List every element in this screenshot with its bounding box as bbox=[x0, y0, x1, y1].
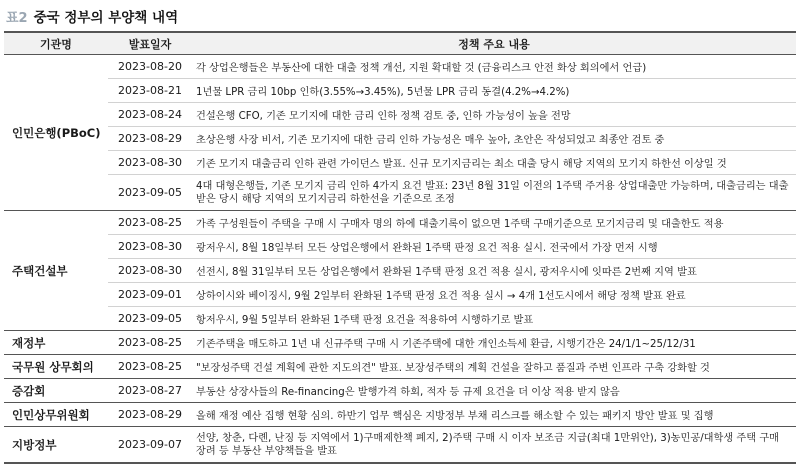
content-cell: 4대 대형은행들, 기존 모기지 금리 인하 4가지 요건 발표: 23년 8월 31일 이전의 1주택 주거용 상업대출만 가능하며, 대출금리는 대출 받은 당시 해당 지역의 모기지금리 하한선을 기준으로 조정 bbox=[192, 175, 796, 211]
header-row bbox=[4, 32, 796, 55]
header-content: 정책 주요 내용 bbox=[192, 32, 796, 55]
agency-cell: 인민은행(PBoC) bbox=[4, 55, 108, 211]
agency-cell: 재정부 bbox=[4, 331, 108, 355]
table-row bbox=[4, 175, 796, 211]
table-row bbox=[4, 151, 796, 175]
policy-table bbox=[4, 31, 796, 464]
agency-cell: 증감회 bbox=[4, 379, 108, 403]
date-cell: 2023-08-25 bbox=[108, 331, 192, 355]
content-cell: 건설은행 CFO, 기존 모기지에 대한 금리 인하 정책 검토 중, 인하 가능성이 높을 전망 bbox=[192, 103, 796, 127]
table-row bbox=[4, 259, 796, 283]
date-cell: 2023-09-07 bbox=[108, 427, 192, 464]
header-agency: 기관명 bbox=[4, 32, 108, 55]
table-row bbox=[4, 55, 796, 79]
date-cell: 2023-09-05 bbox=[108, 307, 192, 331]
table-row bbox=[4, 331, 796, 355]
date-cell: 2023-08-27 bbox=[108, 379, 192, 403]
table-row bbox=[4, 283, 796, 307]
agency-cell: 국무원 상무회의 bbox=[4, 355, 108, 379]
date-cell: 2023-08-21 bbox=[108, 79, 192, 103]
date-cell: 2023-09-05 bbox=[108, 175, 192, 211]
table-row bbox=[4, 79, 796, 103]
content-cell: 선양, 창춘, 다롄, 난징 등 지역에서 1)구매제한책 폐지, 2)주택 구매 시 이자 보조금 지급(최대 1만위안), 3)농민공/대학생 주택 구매 장려 등 부동산 부양책들을 발표 bbox=[192, 427, 796, 464]
content-cell: 광저우시, 8월 18일부터 모든 상업은행에서 완화된 1주택 판정 요건 적용 실시. 전국에서 가장 먼저 시행 bbox=[192, 235, 796, 259]
content-cell: 항저우시, 9월 5일부터 완화된 1주택 판정 요건을 적용하여 시행하기로 발표 bbox=[192, 307, 796, 331]
date-cell: 2023-08-20 bbox=[108, 55, 192, 79]
content-cell: 기존주택을 매도하고 1년 내 신규주택 구매 시 기존주택에 대한 개인소득세 환급, 시행기간은 24/1/1~25/12/31 bbox=[192, 331, 796, 355]
date-cell: 2023-08-30 bbox=[108, 259, 192, 283]
content-cell: 상하이시와 베이징시, 9월 2일부터 완화된 1주택 판정 요건 적용 실시 → 4개 1선도시에서 해당 정책 발표 완료 bbox=[192, 283, 796, 307]
table-number: 표2 bbox=[6, 10, 28, 26]
date-cell: 2023-08-30 bbox=[108, 235, 192, 259]
date-cell: 2023-08-25 bbox=[108, 355, 192, 379]
date-cell: 2023-08-25 bbox=[108, 211, 192, 235]
table-row bbox=[4, 103, 796, 127]
table-title bbox=[6, 4, 178, 28]
content-cell: "보장성주택 건설 계획에 관한 지도의견" 발표. 보장성주택의 계획 건설을 잘하고 품질과 주변 인프라 구축 강화할 것 bbox=[192, 355, 796, 379]
content-cell: 가족 구성원들이 주택을 구매 시 구매자 명의 하에 대출기록이 없으면 1주택 구매기준으로 모기지금리 및 대출한도 적용 bbox=[192, 211, 796, 235]
table-row bbox=[4, 307, 796, 331]
date-cell: 2023-08-29 bbox=[108, 403, 192, 427]
table-row bbox=[4, 403, 796, 427]
agency-cell: 주택건설부 bbox=[4, 211, 108, 331]
date-cell: 2023-08-29 bbox=[108, 127, 192, 151]
date-cell: 2023-08-24 bbox=[108, 103, 192, 127]
content-cell: 1년물 LPR 금리 10bp 인하(3.55%→3.45%), 5년물 LPR 금리 동결(4.2%→4.2%) bbox=[192, 79, 796, 103]
content-cell: 각 상업은행들은 부동산에 대한 대출 정책 개선, 지원 확대할 것 (금융리스크 안전 화상 회의에서 언급) bbox=[192, 55, 796, 79]
date-cell: 2023-09-01 bbox=[108, 283, 192, 307]
agency-cell: 지방정부 bbox=[4, 427, 108, 464]
content-cell: 초상은행 사장 비서, 기존 모기지에 대한 금리 인하 가능성은 매우 높아, 초안은 작성되었고 최종안 검토 중 bbox=[192, 127, 796, 151]
table-row bbox=[4, 235, 796, 259]
date-cell: 2023-08-30 bbox=[108, 151, 192, 175]
header-date: 발표일자 bbox=[108, 32, 192, 55]
table-title-text: 중국 정부의 부양책 내역 bbox=[33, 10, 179, 26]
table-row bbox=[4, 127, 796, 151]
content-cell: 선전시, 8월 31일부터 모든 상업은행에서 완화된 1주택 판정 요건 적용 실시, 광저우시에 잇따른 2번째 지역 발표 bbox=[192, 259, 796, 283]
agency-cell: 인민상무위원회 bbox=[4, 403, 108, 427]
content-cell: 기존 모기지 대출금리 인하 관련 가이던스 발표. 신규 모기지금리는 최소 대출 당시 해당 지역의 모기지 하한선 이상일 것 bbox=[192, 151, 796, 175]
table-row bbox=[4, 211, 796, 235]
table-row bbox=[4, 355, 796, 379]
content-cell: 부동산 상장사들의 Re-financing은 발행가격 하회, 적자 등 규제 요건을 더 이상 적용 받지 않음 bbox=[192, 379, 796, 403]
content-cell: 올해 재정 예산 집행 현황 심의. 하반기 업무 핵심은 지방정부 부채 리스크를 해소할 수 있는 패키지 방안 발표 및 집행 bbox=[192, 403, 796, 427]
table-row bbox=[4, 379, 796, 403]
